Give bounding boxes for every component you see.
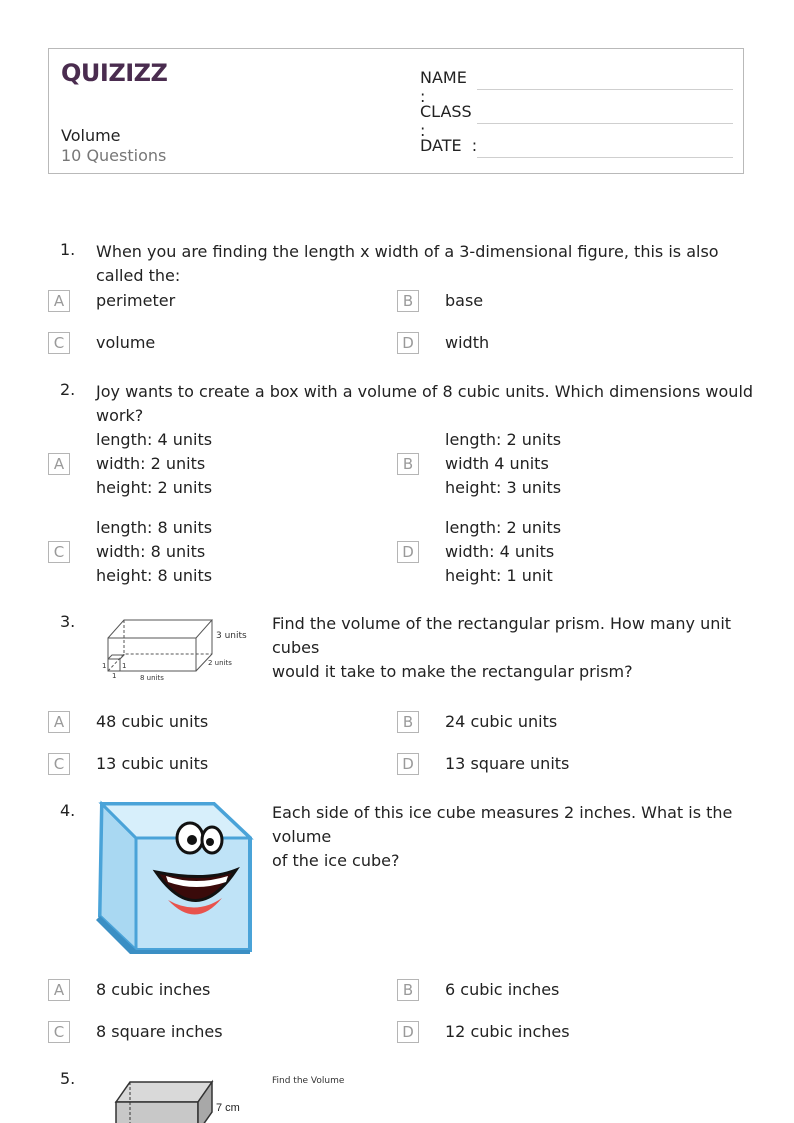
q1-option-c-box[interactable]: C bbox=[48, 332, 70, 354]
q2-b-line: width 4 units bbox=[445, 454, 549, 473]
name-line[interactable] bbox=[477, 89, 733, 90]
class-field[interactable] bbox=[420, 102, 476, 140]
q2-b-line: length: 2 units bbox=[445, 430, 562, 449]
question-5-text: Find the Volume bbox=[272, 1076, 345, 1086]
height-label: 3 units bbox=[216, 631, 247, 641]
q3-option-b[interactable]: 24 cubic units bbox=[445, 712, 558, 731]
q3-option-b-box[interactable]: B bbox=[397, 711, 419, 733]
q4-option-d-box[interactable]: D bbox=[397, 1021, 419, 1043]
box-figure bbox=[110, 1078, 250, 1123]
box-height-label: 7 cm bbox=[216, 1102, 240, 1114]
question-2-text: Joy wants to create a box with a volume of 8 cubic units. Which dimensions would work? bbox=[96, 382, 754, 425]
q1-option-d-box[interactable]: D bbox=[397, 332, 419, 354]
question-3-number: 3. bbox=[60, 612, 76, 631]
q2-c-line: width: 8 units bbox=[96, 542, 206, 561]
question-5-number: 5. bbox=[60, 1069, 76, 1088]
q1-option-b-box[interactable]: B bbox=[397, 290, 419, 312]
q4-option-c-box[interactable]: C bbox=[48, 1021, 70, 1043]
q1-option-b[interactable]: base bbox=[445, 291, 484, 310]
q4-option-b-box[interactable]: B bbox=[397, 979, 419, 1001]
worksheet-header bbox=[48, 48, 744, 174]
question-4-text bbox=[272, 801, 762, 873]
q3-option-d-box[interactable]: D bbox=[397, 753, 419, 775]
unit-label-a: 1 bbox=[102, 662, 107, 670]
date-line[interactable] bbox=[477, 157, 733, 158]
ice-cube-cartoon bbox=[96, 800, 256, 954]
q2-a-line: height: 2 units bbox=[96, 478, 213, 497]
q3-text-line: Find the volume of the rectangular prism. How many unit cubes bbox=[272, 614, 732, 657]
date-label: DATE : bbox=[420, 136, 478, 155]
rectangular-prism-figure bbox=[98, 612, 248, 684]
name-label: NAME : bbox=[420, 68, 467, 106]
q3-option-c[interactable]: 13 cubic units bbox=[96, 754, 209, 773]
worksheet-title: Volume bbox=[61, 126, 121, 145]
date-field[interactable] bbox=[420, 136, 476, 155]
q4-option-a[interactable]: 8 cubic inches bbox=[96, 980, 211, 999]
q2-c-line: length: 8 units bbox=[96, 518, 213, 537]
q3-option-a-box[interactable]: A bbox=[48, 711, 70, 733]
class-line[interactable] bbox=[477, 123, 733, 124]
name-field[interactable] bbox=[420, 68, 476, 106]
q3-option-d[interactable]: 13 square units bbox=[445, 754, 570, 773]
q3-option-a[interactable]: 48 cubic units bbox=[96, 712, 209, 731]
q4-option-a-box[interactable]: A bbox=[48, 979, 70, 1001]
depth-label: 2 units bbox=[208, 659, 232, 667]
question-1-number: 1. bbox=[60, 240, 76, 259]
q2-b-line: height: 3 units bbox=[445, 478, 562, 497]
q2-option-b-box[interactable]: B bbox=[397, 453, 419, 475]
length-label: 8 units bbox=[140, 674, 164, 682]
q2-option-a[interactable] bbox=[96, 428, 212, 500]
q4-option-b[interactable]: 6 cubic inches bbox=[445, 980, 560, 999]
q2-option-b[interactable] bbox=[445, 428, 561, 500]
q2-option-d-box[interactable]: D bbox=[397, 541, 419, 563]
q2-a-line: length: 4 units bbox=[96, 430, 213, 449]
q2-option-d[interactable] bbox=[445, 516, 561, 588]
q1-option-a-box[interactable]: A bbox=[48, 290, 70, 312]
q2-c-line: height: 8 units bbox=[96, 566, 213, 585]
q4-option-d[interactable]: 12 cubic inches bbox=[445, 1022, 570, 1041]
q2-a-line: width: 2 units bbox=[96, 454, 206, 473]
unit-label-c: 1 bbox=[122, 662, 127, 670]
q1-option-a[interactable]: perimeter bbox=[96, 291, 176, 310]
unit-label-b: 1 bbox=[112, 672, 117, 680]
question-2-number: 2. bbox=[60, 380, 76, 399]
q2-d-line: height: 1 unit bbox=[445, 566, 553, 585]
q2-d-line: width: 4 units bbox=[445, 542, 555, 561]
question-1-text: When you are finding the length x width of a 3-dimensional figure, this is also called the: bbox=[96, 242, 719, 285]
q1-option-d[interactable]: width bbox=[445, 333, 490, 352]
q2-option-c[interactable] bbox=[96, 516, 212, 588]
q4-option-c[interactable]: 8 square inches bbox=[96, 1022, 223, 1041]
q2-option-a-box[interactable]: A bbox=[48, 453, 70, 475]
question-3-text bbox=[272, 612, 762, 684]
q3-text-line: would it take to make the rectangular prism? bbox=[272, 662, 633, 681]
q1-option-c[interactable]: volume bbox=[96, 333, 156, 352]
q3-option-c-box[interactable]: C bbox=[48, 753, 70, 775]
question-4-number: 4. bbox=[60, 801, 76, 820]
q4-text-line: of the ice cube? bbox=[272, 851, 400, 870]
q2-d-line: length: 2 units bbox=[445, 518, 562, 537]
question-count: 10 Questions bbox=[61, 146, 167, 165]
q2-option-c-box[interactable]: C bbox=[48, 541, 70, 563]
quizizz-logo: QUIZIZZ bbox=[61, 59, 168, 87]
q4-text-line: Each side of this ice cube measures 2 inches. What is the volume bbox=[272, 803, 733, 846]
class-label: CLASS : bbox=[420, 102, 472, 140]
